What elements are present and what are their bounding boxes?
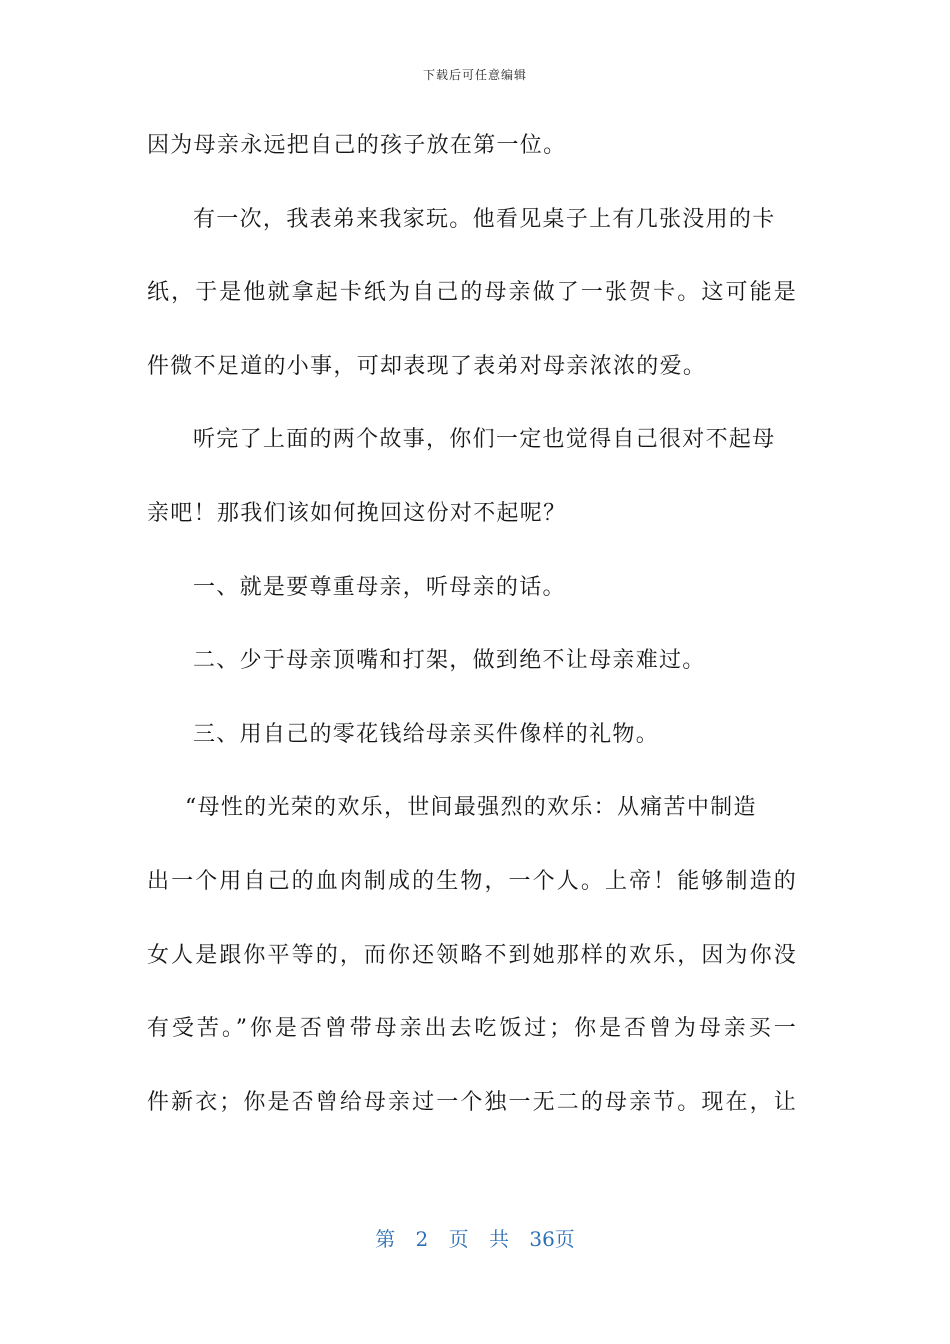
list-item-line: 一、就是要尊重母亲，听母亲的话。 (193, 574, 566, 600)
page-label-mid: 页 (448, 1227, 469, 1251)
paragraph-line: 件新衣；你是否曾给母亲过一个独一无二的母亲节。现在，让 (147, 1089, 797, 1115)
list-item-line: 三、用自己的零花钱给母亲买件像样的礼物。 (193, 721, 660, 747)
total-label: 共 (489, 1227, 509, 1251)
paragraph-line: 女人是跟你平等的，而你还领略不到她那样的欢乐，因为你没 (147, 942, 797, 968)
paragraph-line: “母性的光荣的欢乐，世间最强烈的欢乐：从痛苦中制造 (185, 795, 757, 821)
list-item-line: 二、少于母亲顶嘴和打架，做到绝不让母亲难过。 (193, 648, 706, 674)
paragraph-line: 亲吧！那我们该如何挽回这份对不起呢？ (147, 500, 567, 526)
paragraph-line: 有一次，我表弟来我家玩。他看见桌子上有几张没用的卡 (193, 206, 776, 232)
page-number: 2 (415, 1227, 429, 1251)
page-label-prefix: 第 (375, 1227, 396, 1251)
paragraph-line: 因为母亲永远把自己的孩子放在第一位。 (147, 133, 567, 158)
document-body (147, 109, 797, 1139)
paragraph-line: 有受苦。”你是否曾带母亲出去吃饭过；你是否曾为母亲买一 (147, 1016, 797, 1042)
paragraph-line: 纸，于是他就拿起卡纸为自己的母亲做了一张贺卡。这可能是 (147, 280, 797, 306)
page-footer (0, 1225, 950, 1253)
page-header: 下载后可任意编辑 (422, 68, 527, 82)
total-pages: 36页 (529, 1227, 575, 1251)
paragraph-line: 听完了上面的两个故事，你们一定也觉得自己很对不起母 (193, 427, 776, 453)
paragraph-line: 出一个用自己的血肉制成的生物，一个人。上帝！能够制造的 (147, 868, 797, 894)
paragraph-line: 件微不足道的小事，可却表现了表弟对母亲浓浓的爱。 (147, 353, 707, 379)
